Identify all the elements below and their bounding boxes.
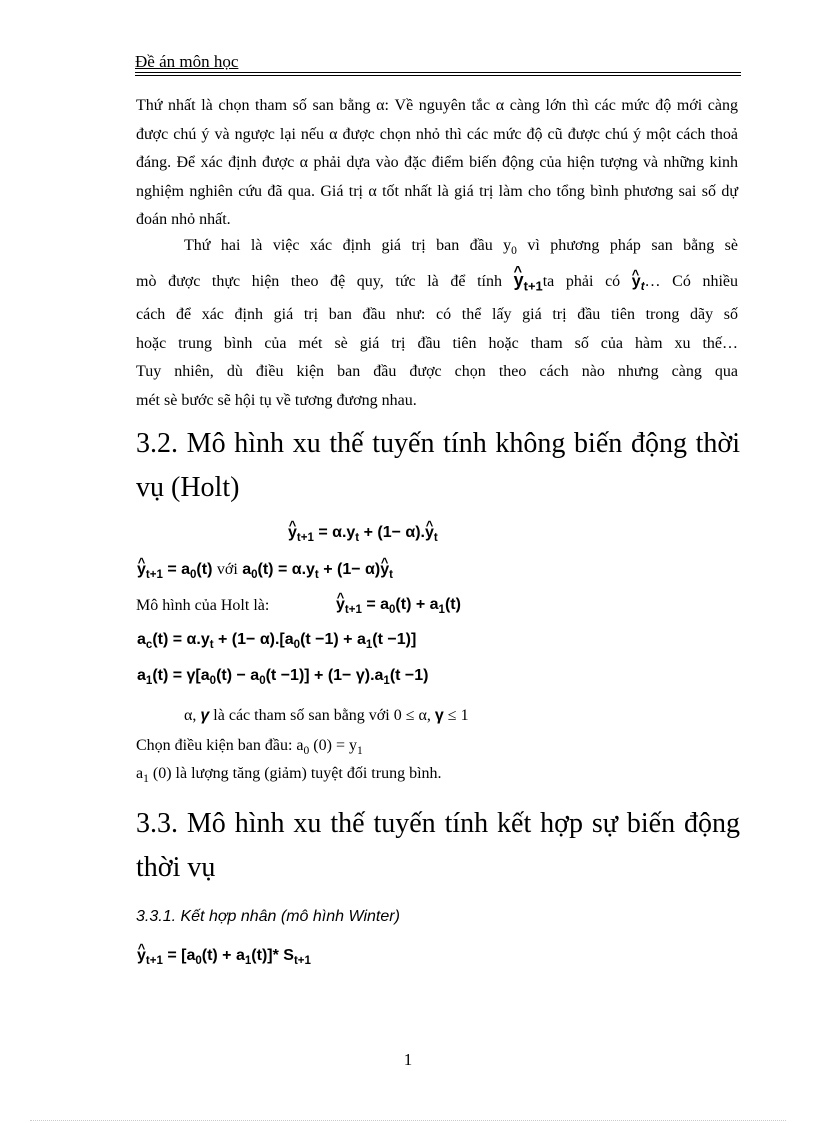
- page-header: [135, 52, 741, 72]
- p2-line-5: Tuy nhiên, dù điều kiện ban đầu được chọn theo cách nào nhưng càng qua: [136, 363, 738, 381]
- footer-divider: [30, 1120, 786, 1121]
- initial-condition: Chọn điều kiện ban đầu: $a_0$ $(0) = y_1$: [136, 737, 363, 758]
- header-rule: [135, 72, 741, 73]
- a1-note: $a_1$ (0) là lượng tăng (giảm) tuyệt đối trung bình.: [136, 765, 442, 786]
- page-number: 1: [403, 1050, 413, 1069]
- p2-line-4: hoặc trung bình của mét sè giá trị đầu tiên hoặc tham số của hàm xu thế…: [136, 334, 738, 352]
- y-hat-t-symbol: ^ $y_t$: [632, 273, 645, 290]
- header-title: Đề án môn học: [135, 52, 239, 71]
- equation-1: ^ $y_{t+1} = \alpha.y_t + (1-$ α).^ $y_t$: [288, 522, 438, 549]
- section-heading-3-2: 3.2. Mô hình xu thế tuyến tính không biến động thời vụ (Holt): [136, 428, 740, 503]
- equation-6: ^ $y_{t+1} = [a_0(t) + a_1(t)]*$ $S_{t+1}$: [137, 945, 311, 972]
- header-rule-thin: [135, 75, 741, 76]
- equation-3: ^ $y_{t+1} = a_0(t) + a_1(t)$: [336, 594, 461, 621]
- equation-4: $a_c(t) = \alpha.y_t + (1- \alpha).[a_0(t -1) + a_1(t -1)]$: [137, 631, 417, 652]
- equation-2: ^ $y_{t+1} = a_0(t)$ với $a_0(t) = \alpha.y_t + (1-$ α)^ $y_t$: [137, 559, 393, 586]
- paragraph-initial-value: [136, 232, 738, 415]
- equation-5: $a_1(t) = \gamma[a_0(t) - a_0(t -1)] + (1- \gamma).a_1(t -1)$: [137, 667, 429, 688]
- p2-line-3: cách để xác định giá trị ban đầu như: có thể lấy giá trị đầu tiên trong dãy số: [136, 306, 738, 324]
- p2-line-2: mò được thực hiện theo đệ quy, tức là để tính ^ $y_{t+1}ta$ phải có ^ $y_t\dots$ Có nhiều: [136, 266, 738, 302]
- y-hat-t1-symbol: ^ $y_{t+1}$: [514, 270, 543, 290]
- p2-line-6: mét sè bước sẽ hội tụ về tương đương nhau.: [136, 391, 417, 409]
- section-heading-3-3: 3.3. Mô hình xu thế tuyến tính kết hợp sự biến động thời vụ: [136, 808, 740, 883]
- paragraph-alpha: Thứ nhất là chọn tham số san bằng α: Về nguyên tắc α càng lớn thì các mức độ mới càng được chú ý và ngược lại nếu α được chọn nhỏ thì các mức độ cũ được chú ý một cách thoả đáng. Để xác định được α phải dựa vào đặc điểm biến động của hiện tượng và những kinh nghiệm nghiên cứu đã qua. Giá trị α tốt nhất là giá trị làm cho tổng bình phương sai số dự đoán nhỏ nhất.: [136, 97, 738, 228]
- subsection-heading-3-3-1: 3.3.1. Kết hợp nhân (mô hình Winter): [136, 908, 400, 925]
- param-note: α, γ là các tham số san bằng với 0 ≤ α, γ ≤ 1: [184, 707, 469, 724]
- holt-model-label: Mô hình của Holt là:: [136, 597, 270, 614]
- p2-line-1: Thứ hai là việc xác định giá trị ban đầu $y_0$ vì phương pháp san bằng sè: [184, 237, 738, 258]
